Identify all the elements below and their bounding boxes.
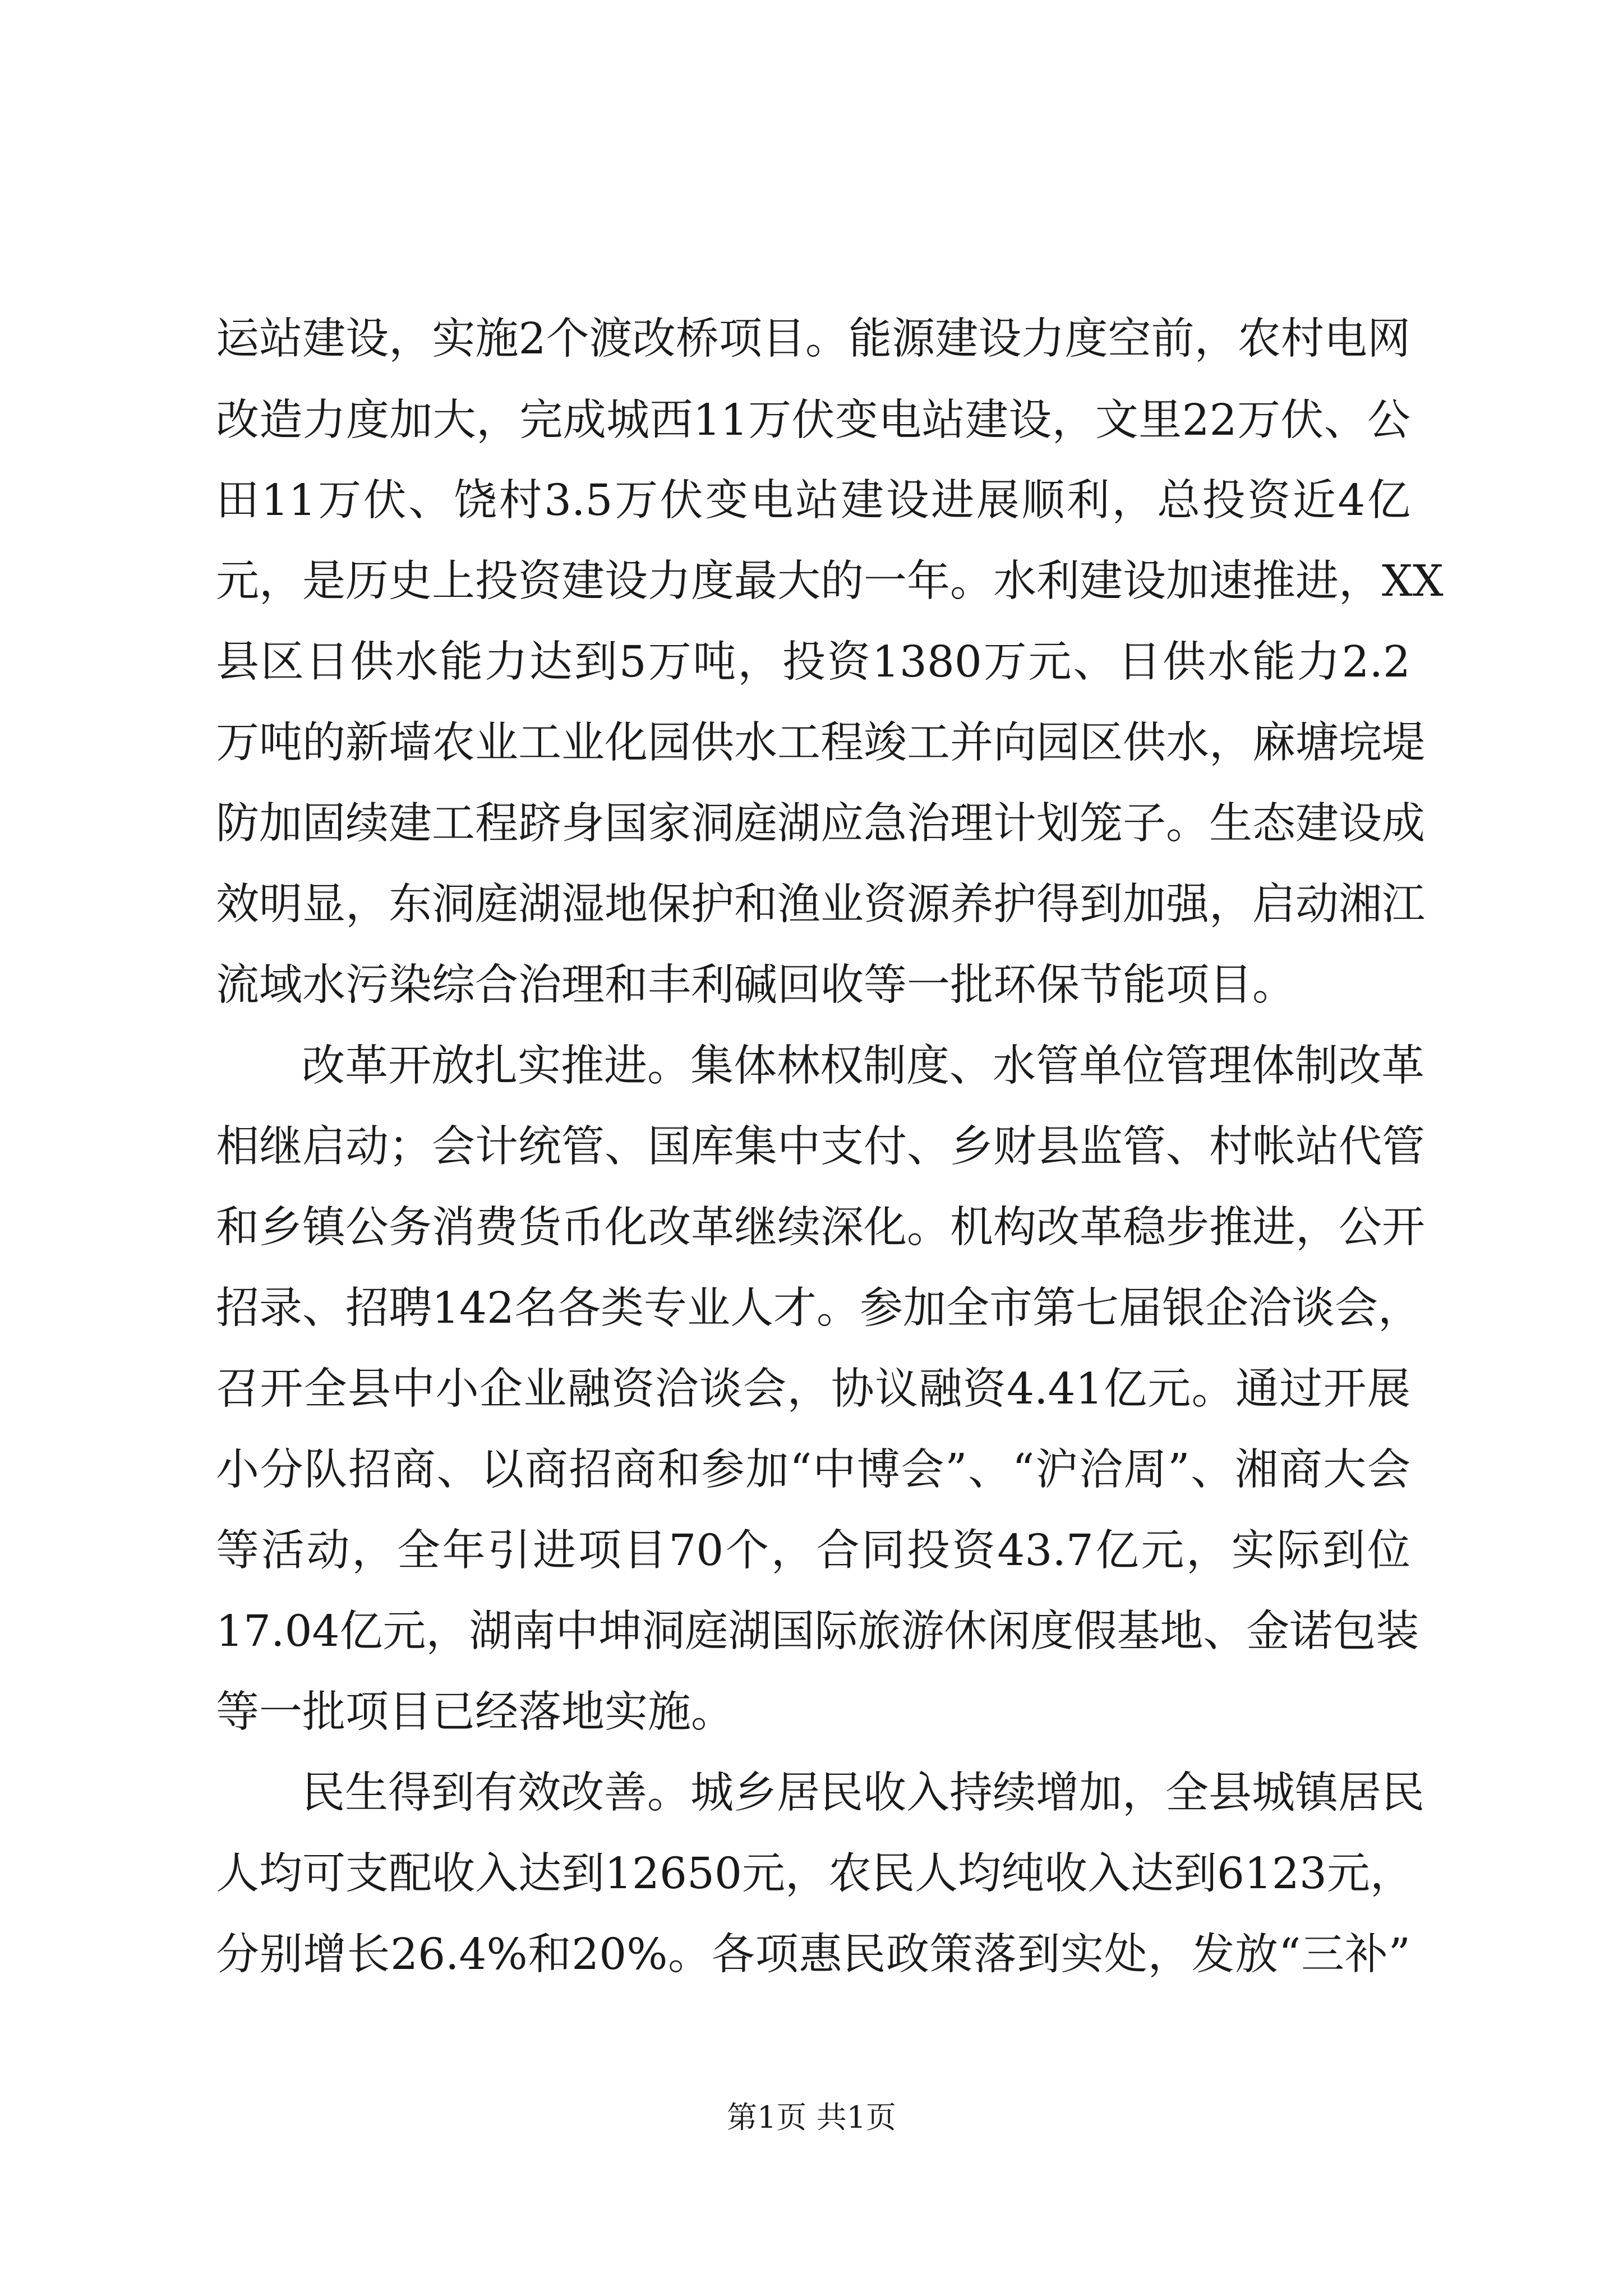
body-text-line: 效明显，东洞庭湖湿地保护和渔业资源养护得到加强，启动湘江 xyxy=(216,880,1425,930)
body-text-line: 人均可支配收入达到12650元，农民人均纯收入达到6123元， xyxy=(216,1849,1413,1899)
body-text-line: 相继启动；会计统管、国库集中支付、乡财县监管、村帐站代管 xyxy=(216,1122,1425,1172)
body-text-line: 防加固续建工程跻身国家洞庭湖应急治理计划笼子。生态建设成 xyxy=(216,799,1425,849)
body-text-line: 和乡镇公务消费货币化改革继续深化。机构改革稳步推进，公开 xyxy=(216,1203,1425,1253)
body-text-line: 分别增长26.4%和20%。各项惠民政策落到实处，发放“三补” xyxy=(216,1930,1410,1980)
body-text-line: 田11万伏、饶村3.5万伏变电站建设进展顺利，总投资近4亿 xyxy=(216,476,1410,526)
body-text-line: 召开全县中小企业融资洽谈会，协议融资4.41亿元。通过开展 xyxy=(216,1364,1410,1414)
body-text-line: 县区日供水能力达到5万吨，投资1380万元、日供水能力2.2 xyxy=(216,637,1410,687)
paragraph-start-line: 改革开放扎实推进。集体林权制度、水管单位管理体制改革 xyxy=(302,1041,1424,1091)
body-text-line: 等一批项目已经落地实施。 xyxy=(216,1687,734,1737)
body-text-line: 17.04亿元，湖南中坤洞庭湖国际旅游休闲度假基地、金诺包装 xyxy=(216,1607,1419,1657)
body-text-line: 运站建设，实施2个渡改桥项目。能源建设力度空前，农村电网 xyxy=(216,314,1410,364)
paragraph-start-line: 民生得到有效改善。城乡居民收入持续增加，全县城镇居民 xyxy=(302,1768,1424,1818)
body-text-line: 改造力度加大，完成城西11万伏变电站建设，文里22万伏、公 xyxy=(216,395,1410,445)
body-text-line: 元，是历史上投资建设力度最大的一年。水利建设加速推进，XX xyxy=(216,556,1444,606)
page-footer: 第1页 共1页 xyxy=(727,2100,896,2135)
body-text-line: 万吨的新墙农业工业化园供水工程竣工并向园区供水，麻塘垸堤 xyxy=(216,718,1425,768)
body-text-line: 小分队招商、以商招商和参加“中博会”、“沪洽周”、湘商大会 xyxy=(216,1445,1410,1495)
body-text-line: 招录、招聘142名各类专业人才。参加全市第七届银企洽谈会， xyxy=(216,1283,1421,1333)
body-text-line: 流域水污染综合治理和丰利碱回收等一批环保节能项目。 xyxy=(216,960,1295,1010)
body-text-line: 等活动，全年引进项目70个，合同投资43.7亿元，实际到位 xyxy=(216,1526,1410,1576)
